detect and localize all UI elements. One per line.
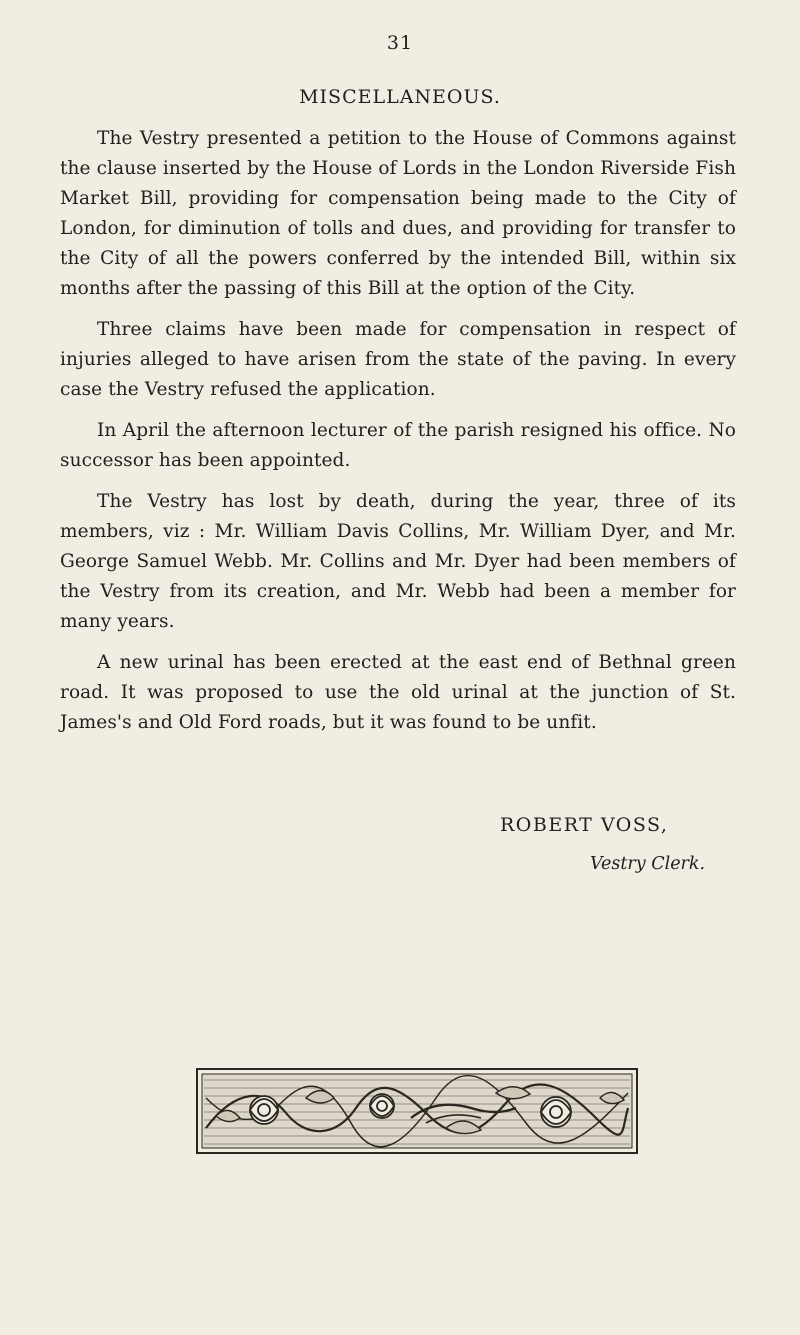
paragraph-claims: Three claims have been made for compensation in respect of injuries alleged to have arisen from the state of the paving. In every case the Vestry refused the application. bbox=[60, 319, 736, 400]
page-number: 31 bbox=[386, 32, 414, 54]
floral-ornament-icon bbox=[196, 1068, 638, 1154]
paragraph-members: The Vestry has lost by death, during the year, three of its members, viz : Mr. William Davis Collins, Mr. William Dyer, and Mr. George Samuel Webb. Mr. Collins and Mr. Dyer had been members of the Vestry from its creation, and Mr. Webb had been a member for many years. bbox=[60, 491, 736, 632]
paragraph-lecturer: In April the afternoon lecturer of the parish resigned his office. No successor has been appointed. bbox=[60, 420, 736, 471]
body-text bbox=[60, 124, 736, 749]
paragraph-petition: The Vestry presented a petition to the House of Commons against the clause inserted by the House of Lords in the London Riverside Fish Market Bill, providing for compensation being made to the City of London, for diminution of tolls and dues, and providing for transfer to the City of all the powers conferred by the intended Bill, within six months after the passing of this Bill at the option of the City. bbox=[60, 128, 736, 299]
paragraph-urinal: A new urinal has been erected at the east end of Bethnal green road. It was proposed to use the old urinal at the junction of St. James's and Old Ford roads, but it was found to be unfit. bbox=[60, 652, 736, 733]
signature-title: Vestry Clerk. bbox=[590, 854, 706, 874]
section-title: MISCELLANEOUS. bbox=[299, 86, 501, 108]
signature-name: ROBERT VOSS, bbox=[500, 814, 669, 836]
